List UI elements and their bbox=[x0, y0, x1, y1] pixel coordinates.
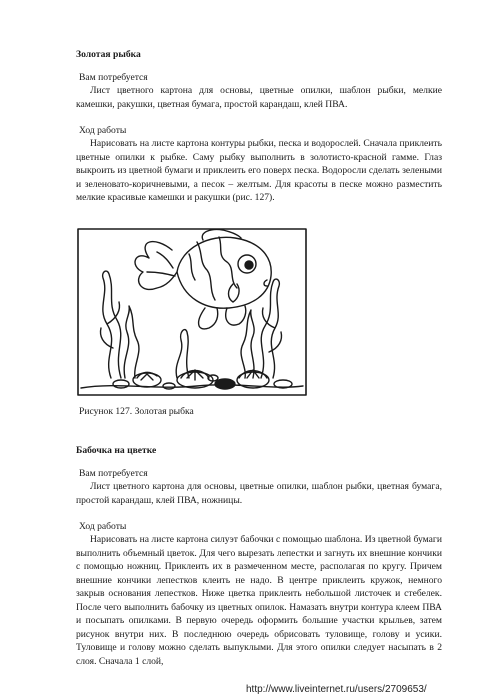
section2-needs-heading: Вам потребуется bbox=[79, 468, 148, 479]
section2-work-paragraph bbox=[76, 533, 442, 668]
section1-needs-paragraph bbox=[76, 84, 442, 111]
section2-work-heading: Ход работы bbox=[79, 521, 127, 532]
section1-title: Золотая рыбка bbox=[76, 49, 141, 60]
section1-work-paragraph bbox=[76, 137, 442, 205]
section1-needs-heading: Вам потребуется bbox=[79, 72, 148, 83]
section1-needs-text: Лист цветного картона для основы, цветные опилки, шаблон рыбки, мелкие камешки, ракушки, цветная бумага, простой карандаш, клей ПВА. bbox=[76, 85, 442, 110]
goldfish-illustration bbox=[77, 228, 307, 398]
section2-work-text: Нарисовать на листе картона силуэт бабочки с помощью шаблона. Из цветной бумаги выполнить объемный цветок. Для чего вырезать лепестки и загнуть их внешние кончики с помощью ножниц. Приклеить их в размеченном месте, располагая по кругу. Причем внешние кончики лепестков клеить не надо. В центре приклеить кружок, немного закрыв основания лепестков. Ниже цветка приклеить небольшой листочек и стебелек. После чего выполнить бабочку из цветных опилок. Намазать внутри контура клеем ПВА и посыпать опилками. В первую очередь оформить большие участки крыльев, затем рисунок внутри них. В последнюю очередь обрисовать туловище, голову и усики. Туловище и голову можно сделать выпуклыми. Для этого опилки следует насыпать в 2 слоя. Сначала 1 слой, bbox=[76, 534, 442, 667]
section2-needs-paragraph bbox=[76, 480, 442, 507]
section1-work-text: Нарисовать на листе картона контуры рыбки, песка и водорослей. Сначала приклеить цветные опилки к рыбке. Саму рыбку выполнить в золотисто-красной гамме. Глаз выкроить из цветной бумаги и приклеить его поверх песка. Водоросли сделать зелеными и зеленовато-коричневыми, а песок – желтым. Для красоты в песке можно разместить мелкие красивые камешки и ракушки (рис. 127). bbox=[76, 138, 442, 203]
section1-work-heading: Ход работы bbox=[79, 125, 127, 136]
section2-needs-text: Лист цветного картона для основы, цветные опилки, шаблон рыбки, цветная бумага, простой карандаш, клей ПВА, ножницы. bbox=[76, 481, 442, 506]
section2-title: Бабочка на цветке bbox=[76, 445, 157, 456]
source-url[interactable]: http://www.liveinternet.ru/users/2709653/ bbox=[246, 684, 427, 695]
figure-127-caption: Рисунок 127. Золотая рыбка bbox=[79, 406, 194, 417]
